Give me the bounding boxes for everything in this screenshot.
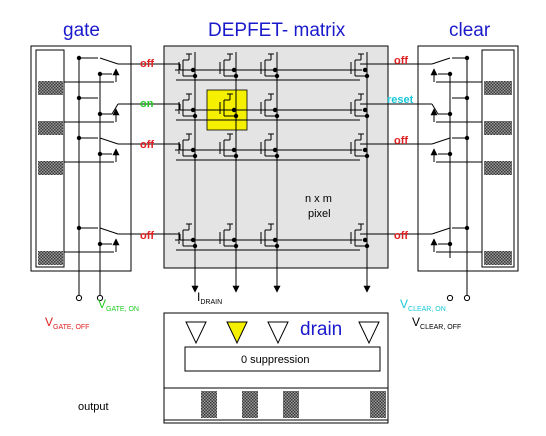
output-cell [370, 391, 386, 418]
clear-shift-cell [484, 251, 512, 265]
pixel-drain-node [365, 114, 369, 118]
pixel-drain-node [193, 154, 197, 158]
gate-state-row-4: off [140, 230, 155, 242]
svg-text:VGATE, OFF: $V_{GATE, OFF}$ [45, 315, 90, 331]
v-gate-on-label [98, 297, 139, 313]
clear-state-row-2: reset [387, 94, 414, 106]
clear-register [418, 46, 518, 271]
clear-shift-cell [484, 121, 512, 135]
gate-state-row-1: off [140, 58, 155, 70]
v-clear-on-label [400, 297, 446, 313]
pixel-drain-node [275, 244, 279, 248]
svg-text:VCLEAR, ON: $V_{CLEAR, ON}$ [400, 297, 446, 313]
v-clear-off-label [412, 315, 461, 331]
clear-on-terminal [447, 295, 452, 300]
svg-text:VCLEAR, OFF: $V_{CLEAR, OFF}$ [412, 315, 462, 331]
pixel-drain-node [193, 244, 197, 248]
idrain-label [197, 290, 222, 306]
pixel-drain-node [234, 154, 238, 158]
gate-off-terminal [76, 295, 81, 300]
output-label: output [78, 401, 109, 413]
svg-text:IDRAIN: $I_{DRAIN}$ [197, 290, 223, 306]
gate-state-row-2: on [140, 98, 154, 110]
zero-suppression-label: 0 suppression [241, 354, 310, 366]
output-cell [201, 391, 217, 418]
gate-shift-cell [38, 81, 63, 95]
clear-state-row-1: off [394, 55, 409, 67]
pixel-drain-node [193, 114, 197, 118]
gate-title: gate [63, 20, 100, 41]
gate-shift-cell [38, 161, 63, 175]
drain-title: drain [300, 319, 343, 340]
pixel-drain-node [275, 154, 279, 158]
pixel-drain-node [193, 74, 197, 78]
svg-text:VGATE, ON: $V_{GATE, ON}$ [98, 297, 139, 313]
pixel-drain-node [234, 74, 238, 78]
drain-readout [164, 313, 388, 423]
v-gate-off-label [45, 315, 89, 331]
pixel-drain-node [365, 154, 369, 158]
clear-state-row-3: off [394, 135, 409, 147]
output-register [164, 388, 388, 420]
clear-shift-cell [484, 161, 512, 175]
matrix-size-label: n x m [305, 193, 332, 205]
pixel-drain-node [365, 74, 369, 78]
gate-shift-cell [38, 251, 63, 265]
matrix-pixel-label: pixel [308, 208, 331, 220]
clear-state-row-4: off [394, 230, 409, 242]
pixel-drain-node [365, 244, 369, 248]
pixel-drain-node [275, 74, 279, 78]
gate-state-row-3: off [140, 139, 155, 151]
clear-off-terminal [464, 295, 469, 300]
output-cell [283, 391, 299, 418]
pixel-drain-node [234, 114, 238, 118]
matrix-title: DEPFET- matrix [208, 20, 346, 41]
output-cell [242, 391, 258, 418]
gate-shift-cell [38, 121, 63, 135]
pixel-drain-node [275, 114, 279, 118]
clear-title: clear [449, 20, 491, 41]
clear-shift-cell [484, 81, 512, 95]
pixel-drain-node [234, 244, 238, 248]
